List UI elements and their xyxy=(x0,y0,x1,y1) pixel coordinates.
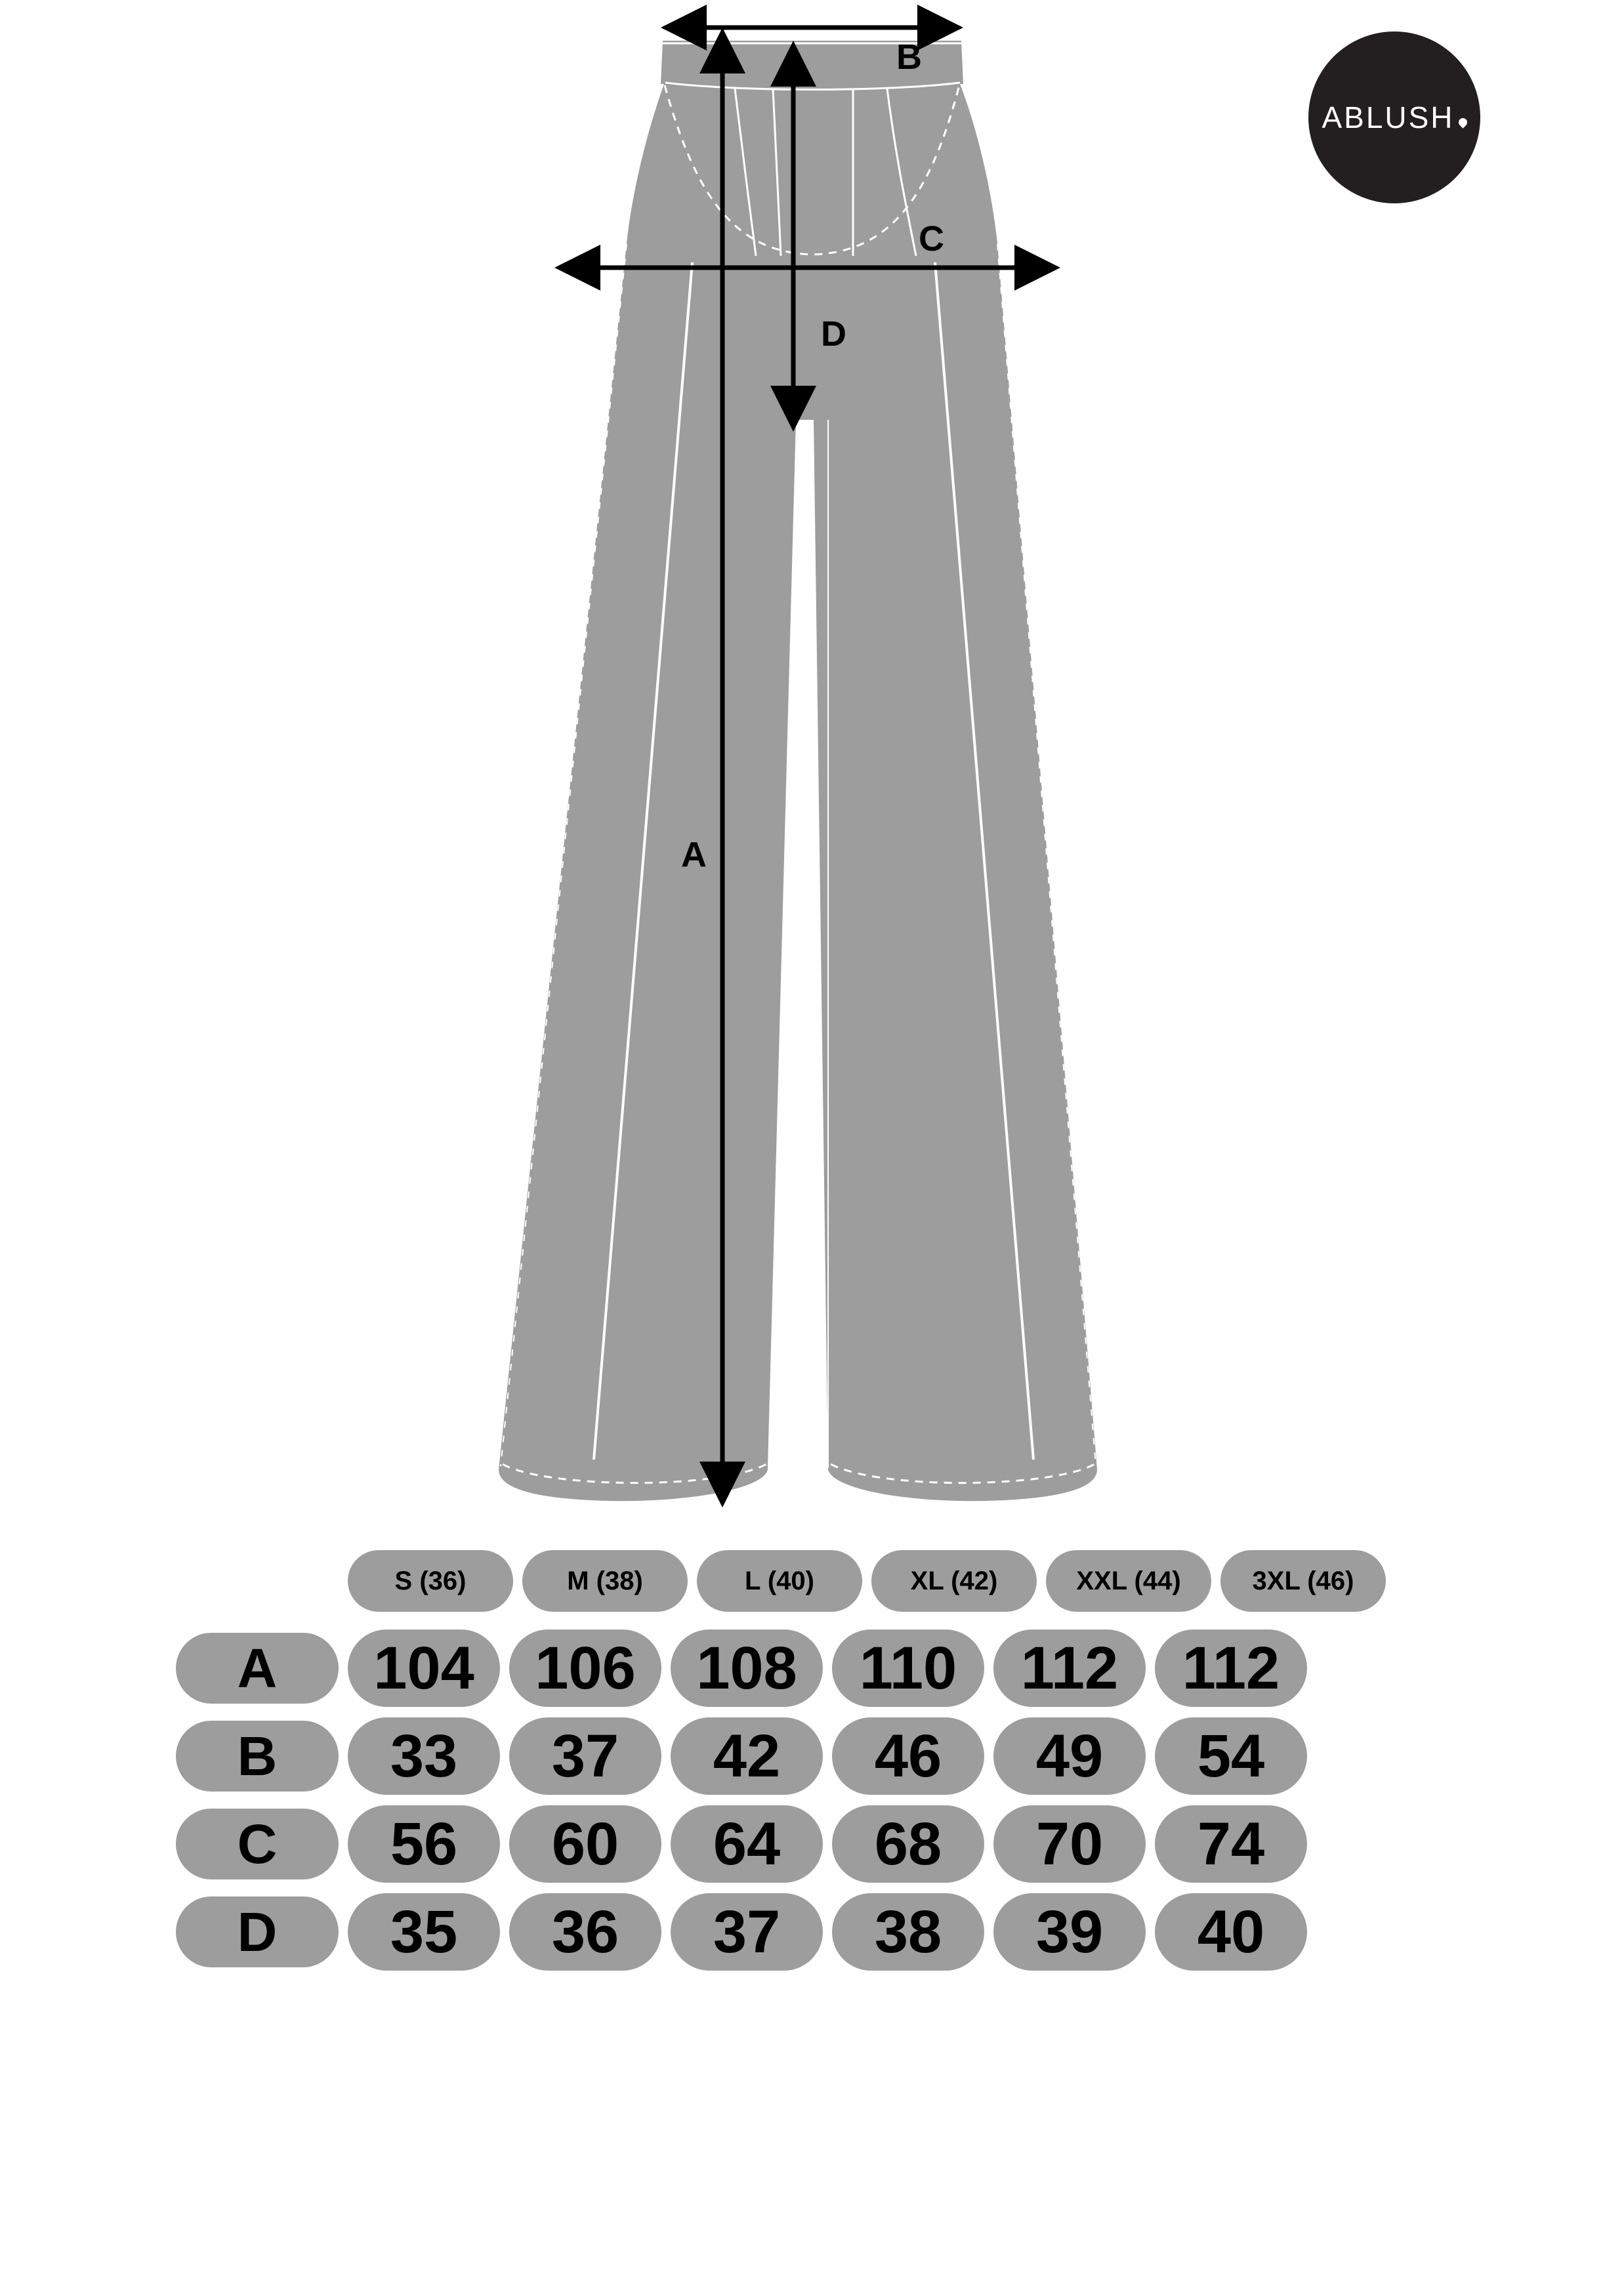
trousers-shape xyxy=(499,41,1097,1501)
cell-c-l: 64 xyxy=(671,1805,823,1883)
cell-b-m: 37 xyxy=(509,1717,661,1795)
measure-label-c: C xyxy=(919,219,944,258)
cell-a-l: 108 xyxy=(671,1630,823,1707)
size-chart-row-b xyxy=(176,1717,1449,1795)
heart-dot-icon xyxy=(1457,116,1468,128)
cell-d-xl: 38 xyxy=(832,1893,984,1971)
cell-d-m: 36 xyxy=(509,1893,661,1971)
row-label-a: A xyxy=(176,1633,339,1704)
brand-name xyxy=(1322,100,1467,135)
cell-a-xl: 110 xyxy=(832,1630,984,1707)
cell-a-3xl: 112 xyxy=(1155,1630,1307,1707)
measure-label-b: B xyxy=(896,37,922,77)
cell-c-xl: 68 xyxy=(832,1805,984,1883)
cell-a-xxl: 112 xyxy=(993,1630,1146,1707)
cell-d-xxl: 39 xyxy=(993,1893,1146,1971)
size-chart-header-row xyxy=(176,1546,1449,1616)
cell-c-m: 60 xyxy=(509,1805,661,1883)
measure-label-d: D xyxy=(821,314,846,354)
size-chart-row-a xyxy=(176,1630,1449,1707)
cell-b-xl: 46 xyxy=(832,1717,984,1795)
cell-c-3xl: 74 xyxy=(1155,1805,1307,1883)
row-label-b: B xyxy=(176,1721,339,1792)
size-chart-row-c xyxy=(176,1805,1449,1883)
cell-b-3xl: 54 xyxy=(1155,1717,1307,1795)
cell-b-l: 42 xyxy=(671,1717,823,1795)
size-header-s: S (36) xyxy=(348,1550,513,1612)
size-chart-row-d xyxy=(176,1893,1449,1971)
size-chart xyxy=(176,1546,1449,1981)
cell-d-s: 35 xyxy=(348,1893,500,1971)
cell-b-s: 33 xyxy=(348,1717,500,1795)
size-header-l: L (40) xyxy=(697,1550,862,1612)
size-header-m: M (38) xyxy=(522,1550,688,1612)
row-label-d: D xyxy=(176,1896,339,1967)
measure-label-a: A xyxy=(681,835,707,874)
size-header-xl: XL (42) xyxy=(871,1550,1037,1612)
cell-c-xxl: 70 xyxy=(993,1805,1146,1883)
cell-b-xxl: 49 xyxy=(993,1717,1146,1795)
cell-a-m: 106 xyxy=(509,1630,661,1707)
cell-a-s: 104 xyxy=(348,1630,500,1707)
size-header-xxl: XXL (44) xyxy=(1046,1550,1211,1612)
cell-d-l: 37 xyxy=(671,1893,823,1971)
cell-d-3xl: 40 xyxy=(1155,1893,1307,1971)
brand-logo-badge xyxy=(1308,31,1480,203)
size-header-3xl: 3XL (46) xyxy=(1220,1550,1386,1612)
cell-c-s: 56 xyxy=(348,1805,500,1883)
brand-name-text: ABLUSH xyxy=(1322,100,1455,134)
row-label-c: C xyxy=(176,1809,339,1879)
